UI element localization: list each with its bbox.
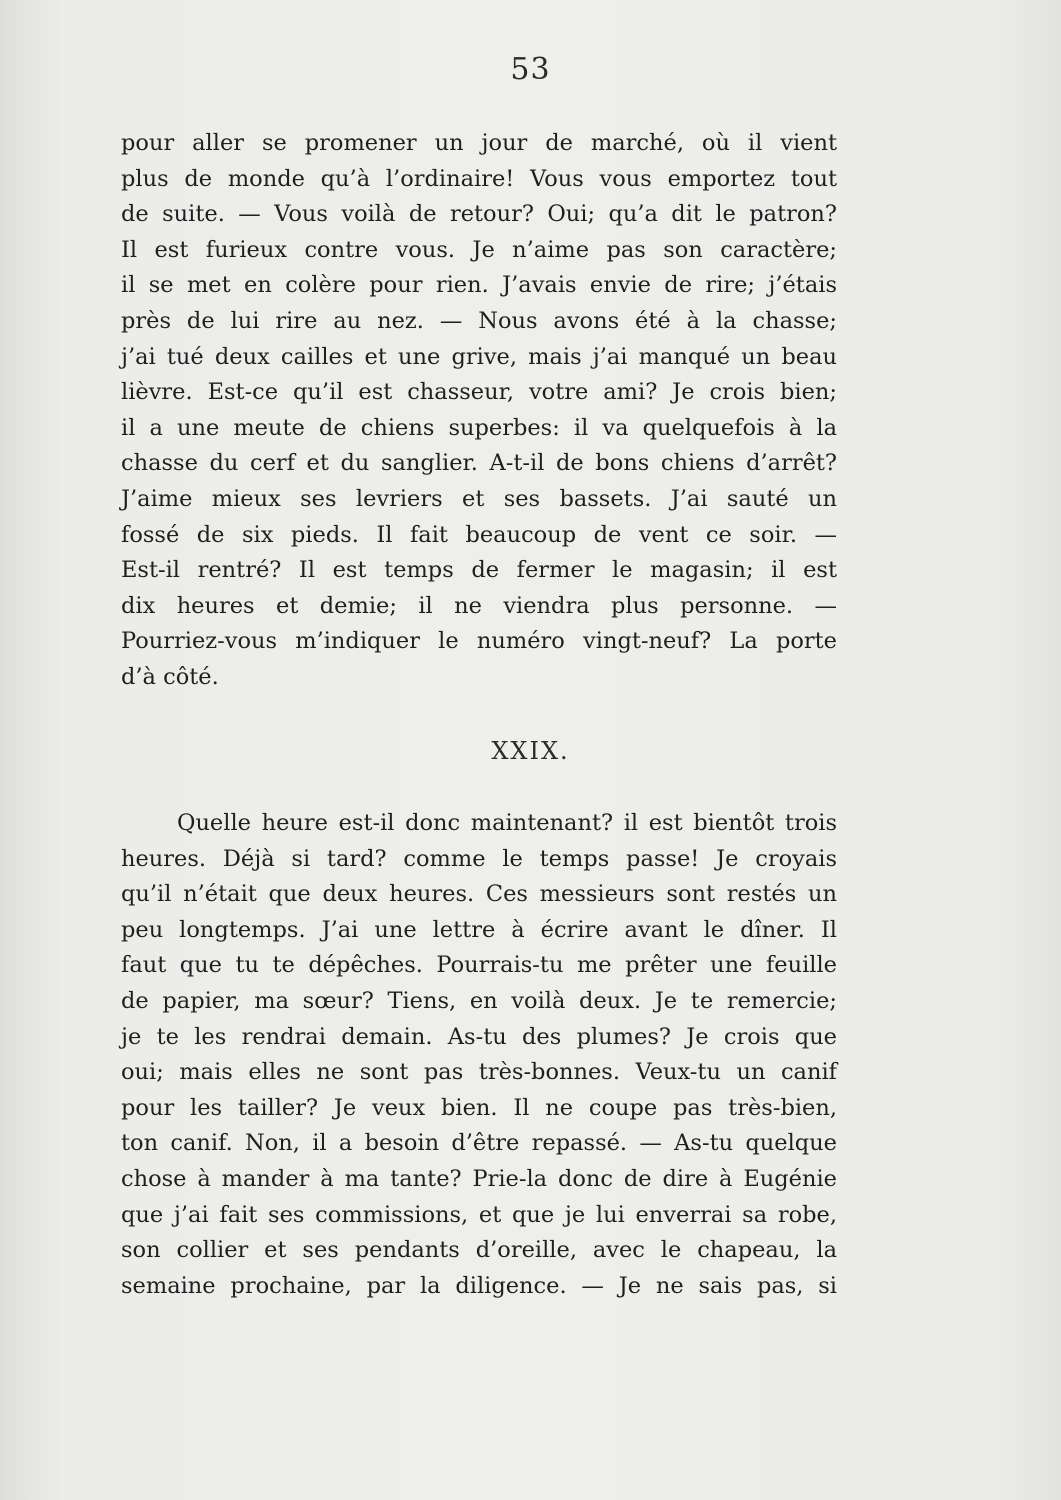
text-line: ton canif. Non, il a besoin d’être repassé. — As-tu quelque (121, 1130, 837, 1157)
text-line: j’ai tué deux cailles et une grive, mais j’ai manqué un beau (121, 343, 837, 370)
text-line: son collier et ses pendants d’oreille, avec le chapeau, la (121, 1237, 837, 1264)
page-number: 53 (510, 52, 551, 87)
text-line: pour les tailler? Je veux bien. Il ne coupe pas très-bien, (121, 1094, 837, 1121)
section-heading: XXIX. (491, 737, 570, 765)
text-line: que j’ai fait ses commissions, et que je lui enverrai sa robe, (121, 1201, 837, 1228)
text-line: peu longtemps. J’ai une lettre à écrire avant le dîner. Il (121, 916, 837, 943)
text-line: lièvre. Est-ce qu’il est chasseur, votre ami? Je crois bien; (121, 379, 837, 406)
text-line: de suite. — Vous voilà de retour? Oui; qu’a dit le patron? (121, 201, 837, 228)
text-line: Il est furieux contre vous. Je n’aime pas son caractère; (121, 236, 837, 263)
text-line: heures. Déjà si tard? comme le temps passe! Je croyais (121, 845, 837, 872)
text-line: de papier, ma sœur? Tiens, en voilà deux. Je te remercie; (121, 987, 837, 1014)
text-line: près de lui rire au nez. — Nous avons été à la chasse; (121, 307, 837, 334)
text-line: qu’il n’était que deux heures. Ces messieurs sont restés un (121, 881, 837, 908)
text-line: faut que tu te dépêches. Pourrais-tu me prêter une feuille (121, 952, 837, 979)
paragraph-section (121, 806, 837, 1304)
text-line: il a une meute de chiens superbes: il va quelquefois à la (121, 414, 837, 441)
text-line: Est-il rentré? Il est temps de fermer le magasin; il est (121, 557, 837, 584)
text-line: oui; mais elles ne sont pas très-bonnes. Veux-tu un canif (121, 1059, 837, 1086)
text-line: il se met en colère pour rien. J’avais envie de rire; j’étais (121, 272, 837, 299)
text-line: Pourriez-vous m’indiquer le numéro vingt-neuf? La porte (121, 628, 837, 655)
text-line: chasse du cerf et du sanglier. A-t-il de bons chiens d’arrêt? (121, 450, 837, 477)
text-line: plus de monde qu’à l’ordinaire! Vous vous emportez tout (121, 165, 837, 192)
text-line: semaine prochaine, par la diligence. — Je ne sais pas, si (121, 1272, 837, 1299)
text-line: J’aime mieux ses levriers et ses bassets. J’ai sauté un (121, 485, 837, 512)
text-line: d’à côté. (121, 663, 219, 690)
paragraph-continued (121, 126, 837, 696)
text-line: Quelle heure est-il donc maintenant? il est bientôt trois (177, 810, 837, 836)
text-line: je te les rendrai demain. As-tu des plumes? Je crois que (121, 1023, 837, 1050)
text-line: chose à mander à ma tante? Prie-la donc de dire à Eugénie (121, 1165, 837, 1192)
text-line: pour aller se promener un jour de marché, où il vient (121, 130, 837, 156)
text-line: fossé de six pieds. Il fait beaucoup de vent ce soir. — (121, 521, 837, 548)
text-line: dix heures et demie; il ne viendra plus personne. — (121, 592, 837, 619)
